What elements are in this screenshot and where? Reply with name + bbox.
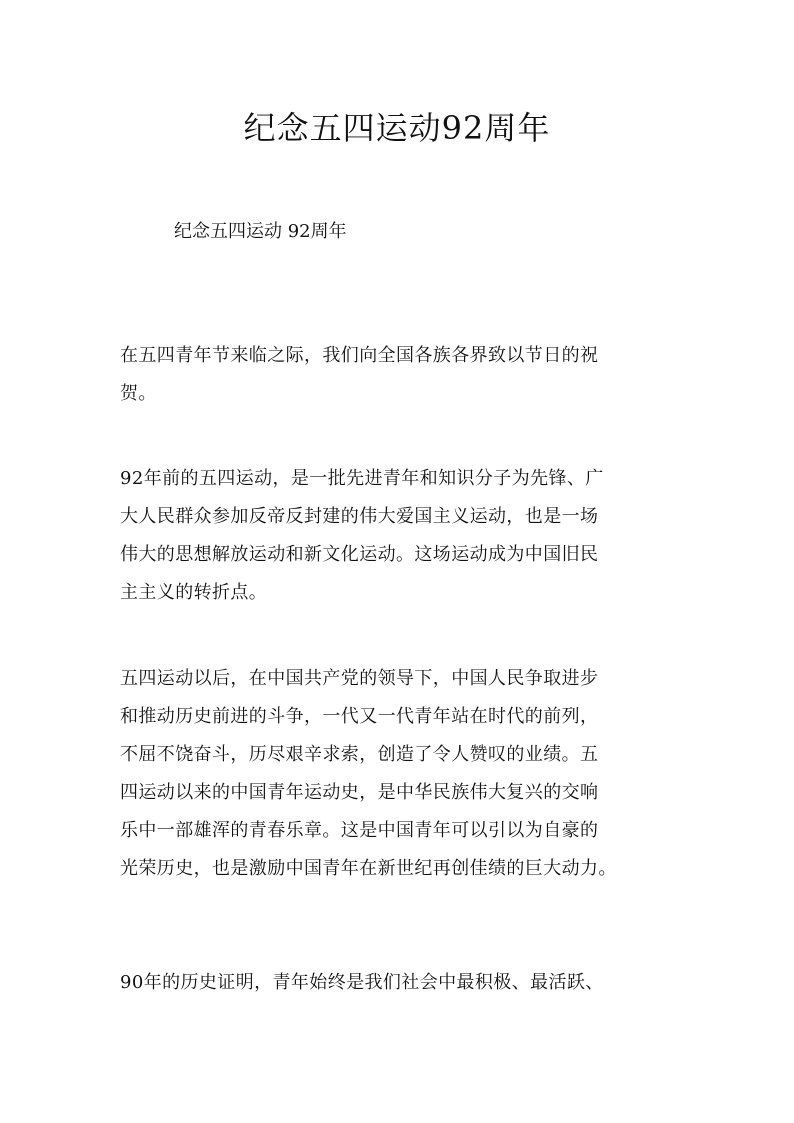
document-title: 纪念五四运动92周年 [243,109,551,147]
paragraph-line: 四运动以来的中国青年运动史，是中华民族伟大复兴的交响 [120,782,599,803]
paragraph-line: 五四运动以后，在中国共产党的领导下，中国人民争取进步 [120,668,599,689]
paragraph-line: 乐中一部雄浑的青春乐章。这是中国青年可以引以为自豪的 [120,820,599,841]
paragraph-line: 和推动历史前进的斗争，一代又一代青年站在时代的前列， [120,706,599,727]
paragraph-line: 伟大的思想解放运动和新文化运动。这场运动成为中国旧民 [120,544,599,565]
paragraph-greeting [120,337,598,413]
document-subtitle: 纪念五四运动 92周年 [174,221,347,242]
paragraph-youth-movement [120,660,617,888]
paragraph-line: 大人民群众参加反帝反封建的伟大爱国主义运动，也是一场 [120,506,599,527]
paragraph-line: 不屈不饶奋斗，历尽艰辛求索，创造了令人赞叹的业绩。五 [120,744,599,765]
paragraph-line: 90年的历史证明，青年始终是我们社会中最积极、最活跃、 [120,972,604,993]
paragraph-history [120,460,604,612]
paragraph-line: 在五四青年节来临之际，我们向全国各族各界致以节日的祝 [120,345,599,366]
paragraph-ninety-years [120,964,604,1002]
paragraph-line: 92年前的五四运动，是一批先进青年和知识分子为先锋、广 [120,468,604,489]
paragraph-line: 光荣历史，也是激励中国青年在新世纪再创佳绩的巨大动力。 [120,858,617,879]
paragraph-line: 贺。 [120,383,157,404]
paragraph-line: 主主义的转折点。 [120,582,268,603]
